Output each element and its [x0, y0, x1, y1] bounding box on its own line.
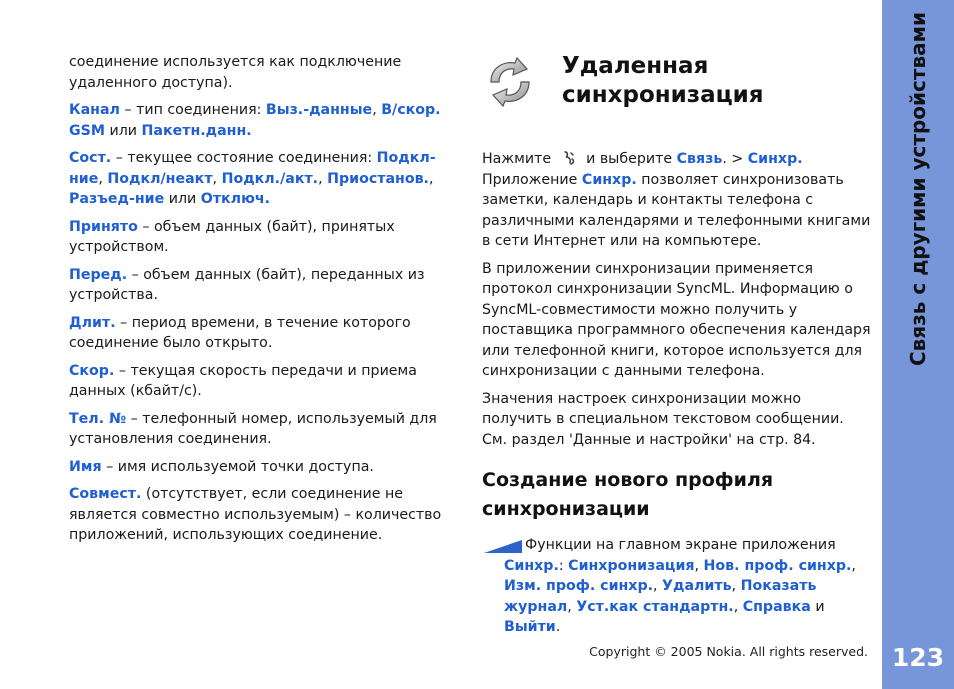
term: Сост.	[69, 150, 112, 166]
item-skor: Скор. – текущая скорость передачи и приема данных (кбайт/с).	[69, 362, 417, 399]
function-item: Нов. проф. синхр.	[703, 557, 852, 574]
right-column	[482, 149, 872, 457]
term: Имя	[69, 458, 102, 475]
page-number: 123	[891, 642, 945, 672]
item-kanal: Канал – тип соединения: Выз.-данные, В/скор. GSM или Пакетн.данн.	[69, 102, 441, 139]
copyright-footer: Copyright © 2005 Nokia. All rights reserved.	[589, 644, 868, 659]
paragraph-1: Нажмите и выберите Связь. > Синхр. Приложение Синхр. позволяет синхронизовать заметки, календарь и контакты телефона с различными календарями и телефонными книгами в сети Интернет или на компьютере.	[482, 151, 871, 249]
function-item: Выйти	[504, 619, 556, 635]
function-item: Уст.как стандартн.	[576, 598, 734, 615]
term: Принято	[69, 218, 138, 235]
item-imya: Имя – имя используемой точки доступа.	[69, 458, 374, 475]
function-item: Справка	[742, 598, 811, 615]
item-sost: Сост. – текущее состояние соединения: Подкл-ние, Подкл/неакт, Подкл./акт., Приостанов., Разъед-ние или Отключ.	[69, 150, 436, 207]
paragraph-3: Значения настроек синхронизации можно получить в специальном текстовом сообщении. См. раздел 'Данные и настройки' на стр. 84.	[482, 390, 844, 448]
sync-icon	[481, 56, 539, 108]
item-prinyato: Принято – объем данных (байт), принятых устройством.	[69, 218, 395, 255]
function-item: Синхронизация	[568, 557, 695, 574]
page-title: Удаленная синхронизация	[562, 53, 764, 108]
functions-paragraph: Функции на главном экране приложения Синхр.: Синхронизация, Нов. проф. синхр., Изм. проф. синхр., Удалить, Показать журнал, Уст.как стандартн., Справка и Выйти.	[504, 537, 856, 635]
left-column	[69, 52, 461, 553]
menu-key-icon	[560, 149, 578, 167]
term: Тел. №	[69, 410, 127, 427]
item-sovmest: Совмест. (отсутствует, если соединение не является совместно используемым) – количество приложений, использующих соединение.	[69, 486, 442, 543]
function-item: Изм. проф. синхр.	[504, 578, 654, 594]
item-tel: Тел. № – телефонный номер, используемый для установления соединения.	[69, 410, 437, 447]
term: Скор.	[69, 362, 115, 379]
function-item: Удалить	[662, 578, 732, 594]
term: Перед.	[69, 266, 128, 283]
term: Длит.	[69, 314, 116, 331]
intro-paragraph: соединение используется как подключение удаленного доступа).	[69, 54, 402, 91]
term: Канал	[69, 102, 120, 118]
chapter-title-vertical: Связь с другими устройствами	[906, 11, 930, 367]
function-item: Показать журнал	[504, 578, 817, 615]
item-pered: Перед. – объем данных (байт), переданных из устройства.	[69, 266, 425, 303]
paragraph-2: В приложении синхронизации применяется протокол синхронизации SyncML. Информацию о SyncML-совместимости можно получить у поставщика программного обеспечения календаря или телефонной книги, которое используется для синхронизации с данными телефона.	[482, 260, 871, 379]
item-dlit: Длит. – период времени, в течение которого соединение было открыто.	[69, 314, 411, 351]
section-heading: Создание нового профиля синхронизации	[482, 469, 774, 520]
term: Совмест.	[69, 486, 142, 502]
